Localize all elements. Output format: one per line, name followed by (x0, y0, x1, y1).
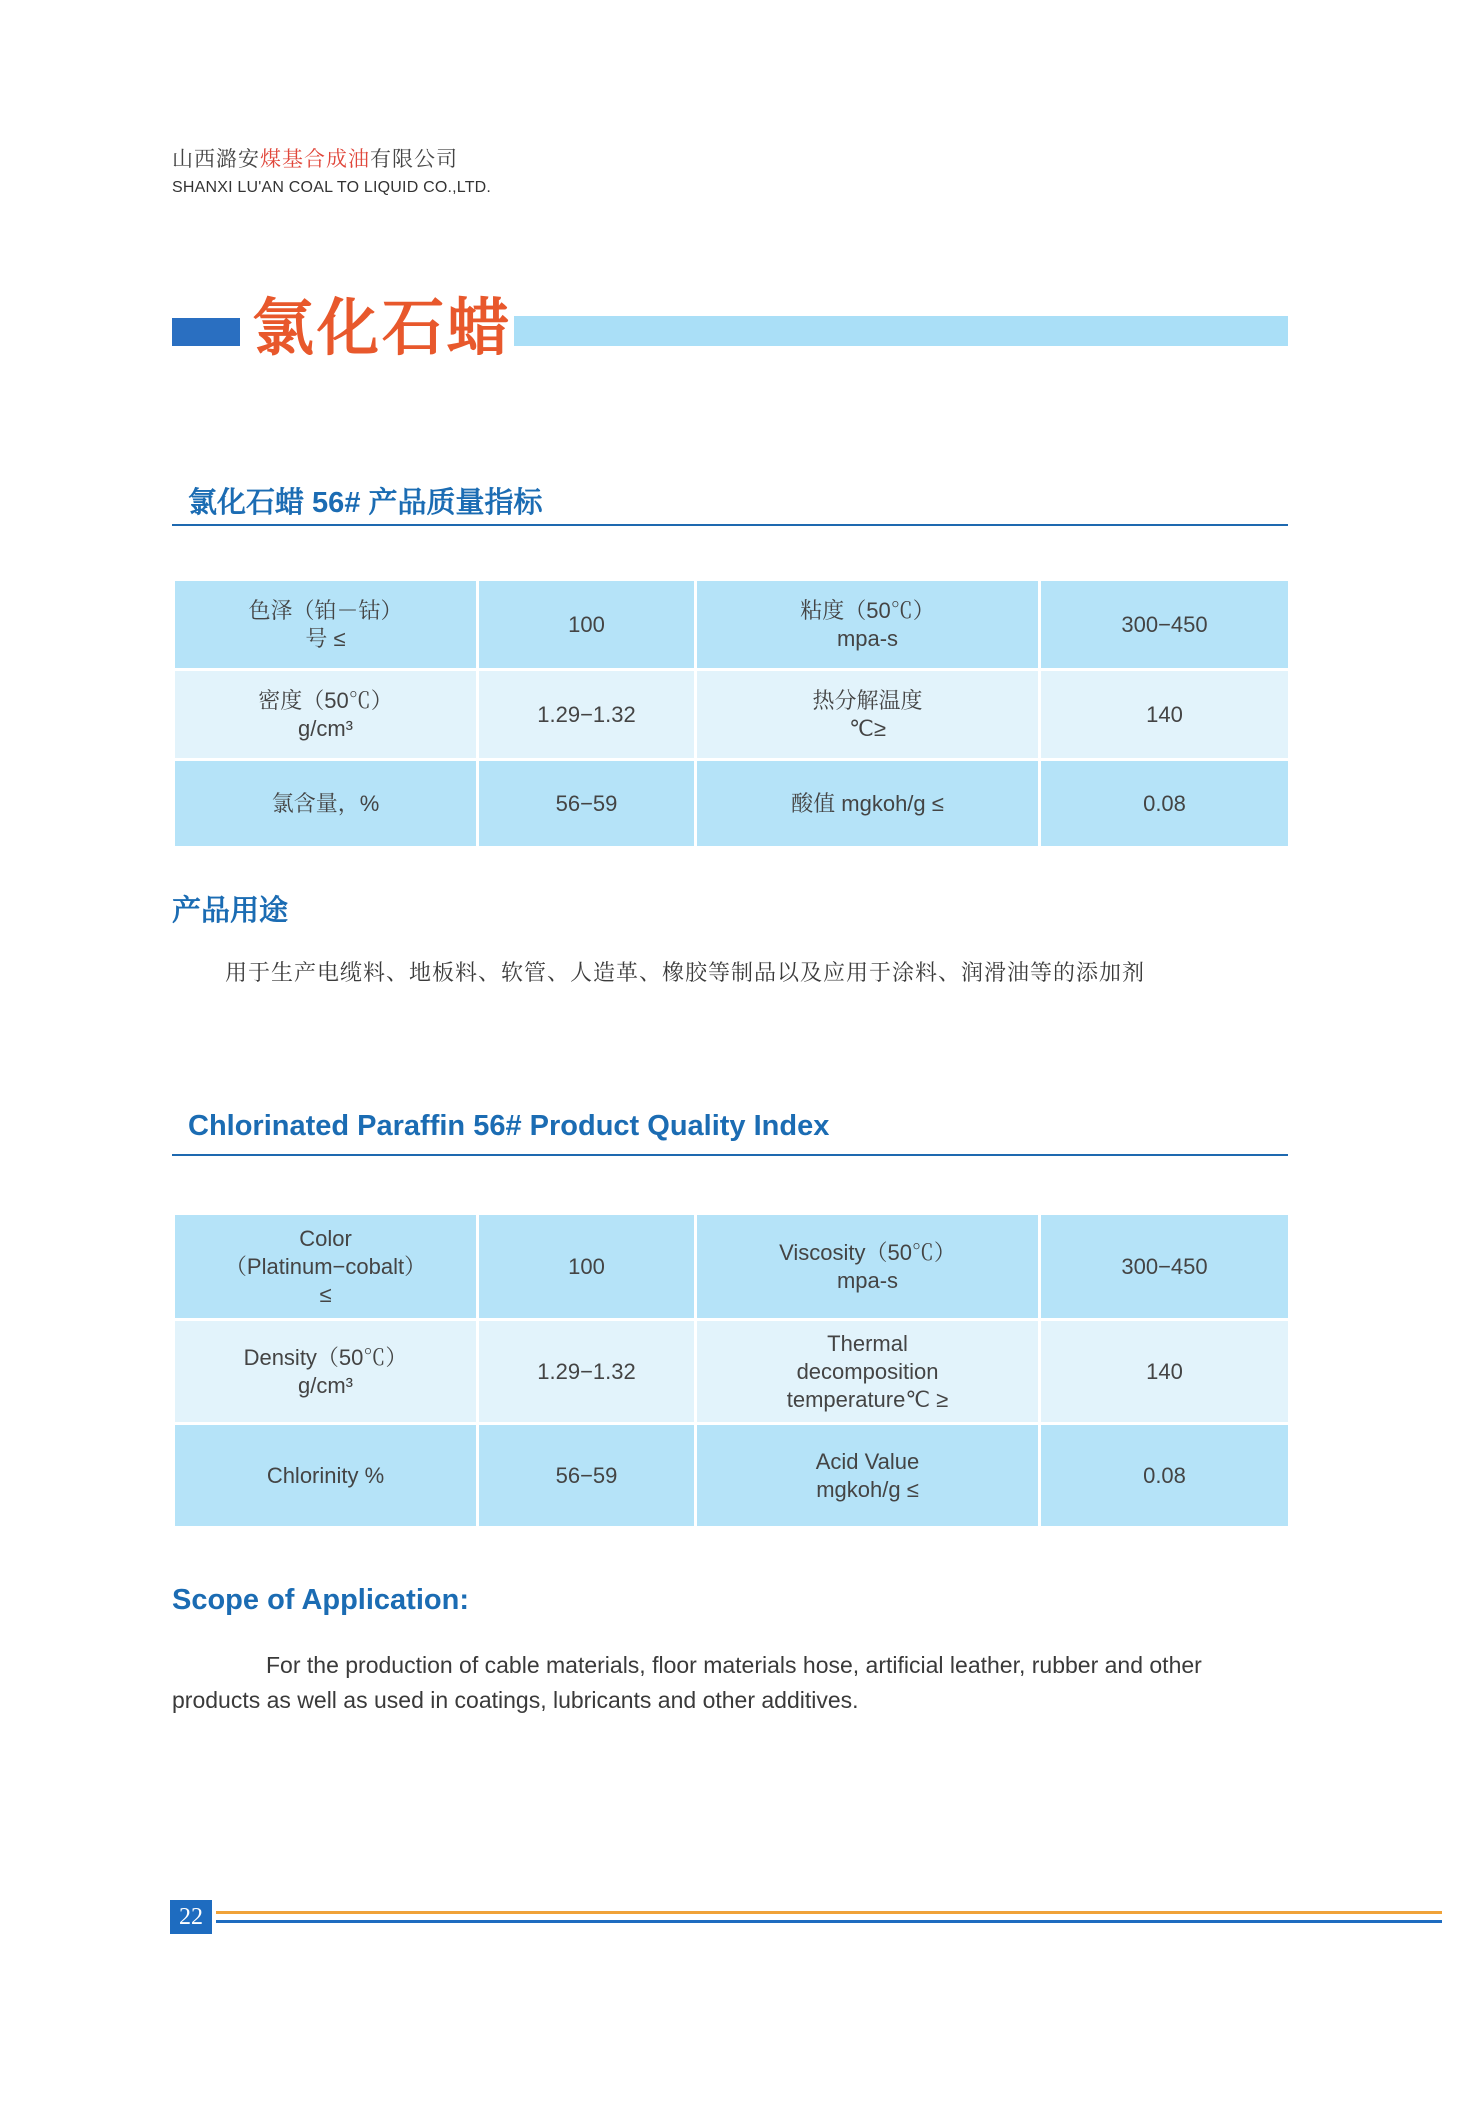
cn-section-rule (172, 524, 1288, 526)
cell-text: 氯含量，% (271, 790, 380, 816)
cell-text: Viscosity（50℃） (779, 1239, 956, 1265)
cell-text: 号 ≤ (305, 625, 346, 651)
cn-section-heading: 氯化石蜡 56# 产品质量指标 (188, 487, 543, 519)
page-number: 22 (170, 1900, 212, 1934)
en-quality-table (172, 1212, 1291, 1529)
table-cell-label (696, 1424, 1040, 1528)
table-cell-label (174, 670, 478, 760)
page-title: 氯化石蜡 (252, 291, 513, 364)
table-cell-value: 0.08 (1040, 760, 1290, 848)
table-cell-value: 300−450 (1040, 1214, 1290, 1320)
title-accent-block (172, 318, 240, 346)
cell-text: decomposition (796, 1358, 939, 1384)
cell-text: 密度（50℃） (258, 687, 393, 713)
table-cell-value: 0.08 (1040, 1424, 1290, 1528)
footer-rule-orange (216, 1911, 1442, 1914)
cell-text: temperature℃ ≥ (786, 1386, 949, 1412)
table-row (174, 670, 1290, 760)
table-cell-value: 140 (1040, 1320, 1290, 1424)
company-name-cn-accent: 煤基合成油 (260, 147, 370, 171)
table-row (174, 760, 1290, 848)
cell-text: g/cm³ (298, 715, 353, 741)
cell-text: g/cm³ (298, 1372, 353, 1398)
company-name-cn-suffix: 有限公司 (370, 147, 458, 171)
table-cell-label (174, 1424, 478, 1528)
table-row (174, 1424, 1290, 1528)
cn-quality-table (172, 578, 1291, 849)
cell-text: 热分解温度 (812, 687, 923, 713)
cn-usage-text: 用于生产电缆料、地板料、软管、人造革、橡胶等制品以及应用于涂料、润滑油等的添加剂 (225, 961, 1146, 986)
table-row (174, 1320, 1290, 1424)
footer-rule-blue (216, 1920, 1442, 1923)
cell-text: ≤ (319, 1281, 332, 1307)
en-section-rule (172, 1154, 1288, 1156)
cell-text: 粘度（50℃） (800, 597, 935, 623)
cn-usage-heading: 产品用途 (172, 895, 289, 927)
cell-text: ℃≥ (849, 715, 886, 741)
table-cell-value: 1.29−1.32 (478, 1320, 696, 1424)
table-cell-label (174, 1320, 478, 1424)
table-cell-value: 1.29−1.32 (478, 670, 696, 760)
table-row (174, 1214, 1290, 1320)
table-cell-value: 56−59 (478, 1424, 696, 1528)
cell-text: Chlorinity % (266, 1462, 385, 1488)
en-scope-text: For the production of cable materials, floor materials hose, artificial leather, rubber and other products as well as used in coatings, lubricants and other additives. (172, 1652, 1202, 1713)
en-section-heading: Chlorinated Paraffin 56# Product Quality Index (188, 1110, 830, 1142)
table-cell-label (696, 670, 1040, 760)
cell-text: Acid Value (815, 1448, 920, 1474)
cell-text: Color (299, 1225, 352, 1251)
title-accent-bar (514, 316, 1288, 346)
table-cell-value: 100 (478, 1214, 696, 1320)
cell-text: （Platinum−cobalt） (224, 1253, 427, 1279)
cell-text: mgkoh/g ≤ (816, 1476, 919, 1502)
table-cell-label (696, 1320, 1040, 1424)
cell-text: mpa-s (836, 625, 899, 651)
en-scope-heading: Scope of Application: (172, 1584, 469, 1616)
cell-text: mpa-s (836, 1267, 899, 1293)
cell-text: 色泽（铂－钴） (248, 597, 403, 623)
table-cell-label (696, 760, 1040, 848)
table-cell-value: 100 (478, 580, 696, 670)
table-cell-value: 140 (1040, 670, 1290, 760)
company-name-en: SHANXI LU'AN COAL TO LIQUID CO.,LTD. (172, 179, 492, 196)
table-cell-label (696, 580, 1040, 670)
table-cell-label (174, 580, 478, 670)
table-cell-label (174, 1214, 478, 1320)
table-cell-value: 300−450 (1040, 580, 1290, 670)
table-cell-value: 56−59 (478, 760, 696, 848)
company-name-cn (172, 143, 458, 173)
cell-text: 酸值 mgkoh/g ≤ (791, 790, 944, 816)
company-name-cn-prefix: 山西潞安 (172, 147, 260, 171)
cell-text: Density（50℃） (243, 1344, 408, 1370)
table-row (174, 580, 1290, 670)
table-cell-label (174, 760, 478, 848)
table-cell-label (696, 1214, 1040, 1320)
cell-text: Thermal (827, 1330, 908, 1356)
